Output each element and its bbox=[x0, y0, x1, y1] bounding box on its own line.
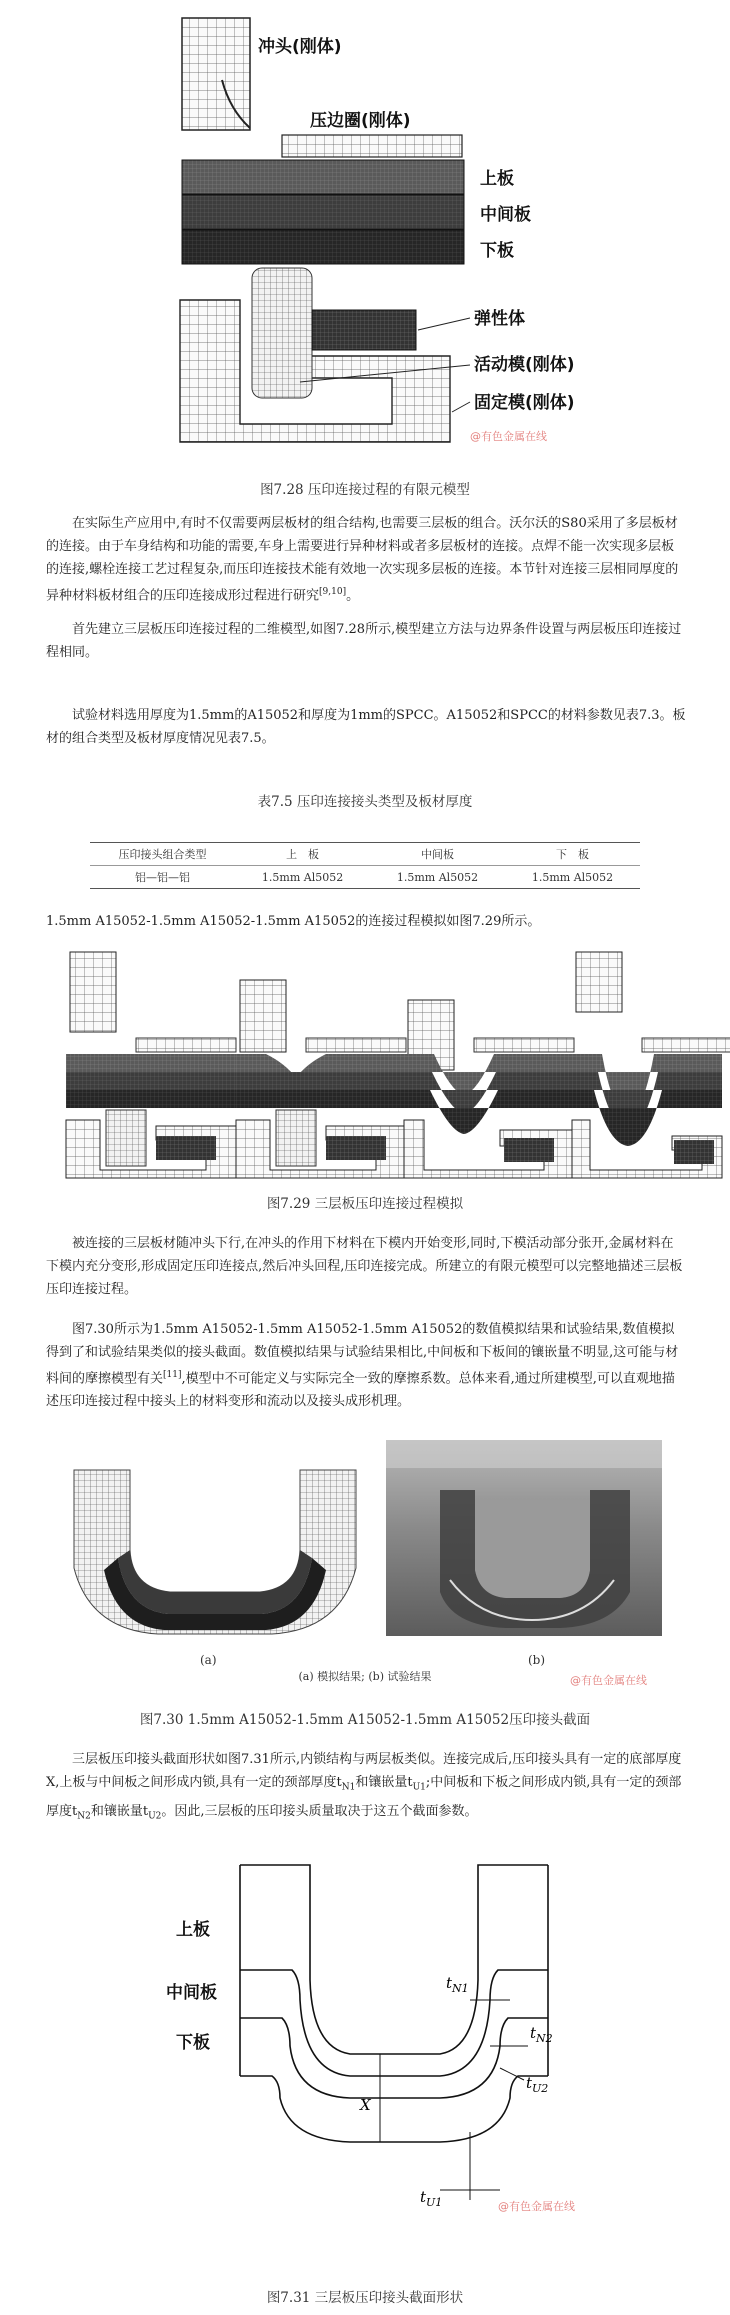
table-header: 中间板 bbox=[370, 843, 505, 866]
figure-7-30-caption: 图7.30 1.5mm A15052-1.5mm A15052-1.5mm A15052压印接头截面 bbox=[139, 1712, 591, 1728]
watermark: @有色金属在线 bbox=[498, 2200, 575, 2213]
label-tn1: $t_{N1}$ bbox=[446, 1974, 469, 1995]
middle-plate bbox=[182, 195, 464, 229]
figure-7-29-caption: 图7.29 三层板压印连接过程模拟 bbox=[266, 1196, 464, 1212]
paragraph-4: 1.5mm A15052-1.5mm A15052-1.5mm A15052的连接过程模拟如图7.29所示。 bbox=[46, 914, 541, 929]
label-elastic: 弹性体 bbox=[474, 309, 525, 329]
paragraph-2: 首先建立三层板压印连接过程的二维模型,如图7.28所示,模型建立方法与边界条件设置与两层板压印连接过程相同。 bbox=[46, 622, 682, 660]
table-cell: 1.5mm Al5052 bbox=[235, 866, 370, 889]
label-lower-plate: 下板 bbox=[176, 2033, 210, 2053]
table-header: 压印接头组合类型 bbox=[90, 843, 235, 866]
label-upper-plate: 上板 bbox=[480, 169, 514, 189]
lower-plate bbox=[182, 230, 464, 264]
simulation-stage-3 bbox=[404, 1000, 574, 1178]
label-x: X bbox=[360, 2096, 371, 2114]
label-middle-plate: 中间板 bbox=[480, 205, 531, 225]
figure-7-28 bbox=[0, 0, 730, 470]
table-cell: 铝—铝—铝 bbox=[90, 866, 235, 889]
label-tn2: $t_{N2}$ bbox=[530, 2024, 553, 2045]
paragraph-5: 被连接的三层板材随冲头下行,在冲头的作用下材料在下模内开始变形,同时,下模活动部分张开,金属材料在下模内充分变形,形成固定压印连接点,然后冲头回程,压印连接完成。所建立的有限元模型可以完整地描述三层板压印连接过程。 bbox=[46, 1236, 683, 1297]
figure-7-28-caption: 图7.28 压印连接过程的有限元模型 bbox=[260, 482, 470, 498]
label-upper-plate: 上板 bbox=[176, 1920, 210, 1940]
paragraph-6: 图7.30所示为1.5mm A15052-1.5mm A15052-1.5mm A15052的数值模拟结果和试验结果,数值模拟得到了和试验结果类似的接头截面。数值模拟结果与试验结果相比,中间板和下板间的镶嵌量不明显,这可能与材料间的摩擦模型有关[11],模型中不可能定义与实际完全一致的摩擦系数。总体来看,通过所建模型,可以直观地描述压印连接过程中接头上的材料变形和流动以及接头成形机理。 bbox=[46, 1322, 679, 1410]
paragraph-7: 三层板压印接头截面形状如图7.31所示,内锁结构与两层板类似。连接完成后,压印接头具有一定的底部厚度X,上板与中间板之间形成内锁,具有一定的颈部厚度$t_{N1}$和镶嵌量$t_{U1}$;中间板和下板之间形成内锁,具有一定的颈部厚度$t_{N2}$和镶嵌量$t_{U2}$。因此,三层板的压印接头质量取决于这五个截面参数。 bbox=[46, 1752, 682, 1822]
experiment-photo bbox=[386, 1440, 662, 1636]
table-7-5 bbox=[90, 842, 640, 889]
table-7-5-title: 表7.5 压印连接接头类型及板材厚度 bbox=[257, 794, 473, 810]
figure-7-29 bbox=[0, 940, 730, 1180]
table-cell: 1.5mm Al5052 bbox=[505, 866, 640, 889]
label-tu1: $t_{U1}$ bbox=[420, 2188, 443, 2209]
simulation-cross-section bbox=[74, 1470, 356, 1634]
figure-7-31-caption: 图7.31 三层板压印接头截面形状 bbox=[266, 2290, 464, 2306]
figure-7-30-subcaption: (a) 模拟结果; (b) 试验结果 bbox=[298, 1670, 432, 1683]
table-row bbox=[90, 866, 640, 889]
citation: [11] bbox=[163, 1370, 182, 1380]
table-cell: 1.5mm Al5052 bbox=[370, 866, 505, 889]
simulation-stage-4 bbox=[572, 952, 730, 1178]
label-tu2: $t_{U2}$ bbox=[526, 2074, 549, 2095]
blankholder-mesh bbox=[282, 135, 462, 157]
simulation-stage-2 bbox=[236, 980, 406, 1178]
label-movable-die: 活动模(刚体) bbox=[474, 355, 575, 375]
movable-die-mesh bbox=[312, 310, 416, 350]
upper-plate bbox=[182, 160, 464, 194]
leader-fixed bbox=[452, 402, 470, 412]
paragraph-3: 试验材料选用厚度为1.5mm的A15052和厚度为1mm的SPCC。A15052和SPCC的材料参数见表7.3。板材的组合类型及板材厚度情况见表7.5。 bbox=[46, 708, 686, 746]
label-b: (b) bbox=[528, 1653, 546, 1667]
label-lower-plate: 下板 bbox=[480, 241, 514, 261]
table-header: 下 板 bbox=[505, 843, 640, 866]
simulation-stage-1 bbox=[66, 952, 236, 1178]
label-punch: 冲头(刚体) bbox=[258, 37, 342, 57]
joint-cross-section bbox=[240, 1865, 548, 2142]
elastic-body-mesh bbox=[252, 268, 312, 398]
leader-elastic bbox=[418, 318, 470, 330]
punch-mesh bbox=[182, 18, 250, 130]
leader-tu2 bbox=[500, 2068, 524, 2080]
figure-7-31 bbox=[0, 1850, 730, 2280]
paragraph-1: 在实际生产应用中,有时不仅需要两层板材的组合结构,也需要三层板的组合。沃尔沃的S80采用了多层板材的连接。由于车身结构和功能的需要,车身上需要进行异种材料或者多层板材的连接。点焊不能一次实现多层板的连接,螺栓连接工艺过程复杂,而压印连接技术能有效地一次实现多层板的连接。本节针对连接三层相同厚度的异种材料板材组合的压印连接成形过程进行研究[9,10]。 bbox=[46, 516, 679, 604]
watermark: @有色金属在线 bbox=[470, 430, 547, 443]
label-fixed-die: 固定模(刚体) bbox=[474, 393, 575, 413]
watermark: @有色金属在线 bbox=[570, 1674, 647, 1687]
label-blankholder: 压边圈(刚体) bbox=[310, 111, 411, 131]
citation: [9,10] bbox=[319, 587, 347, 597]
figure-7-30 bbox=[0, 1420, 730, 1680]
label-a: (a) bbox=[200, 1653, 217, 1667]
table-header: 上 板 bbox=[235, 843, 370, 866]
label-middle-plate: 中间板 bbox=[166, 1983, 217, 2003]
